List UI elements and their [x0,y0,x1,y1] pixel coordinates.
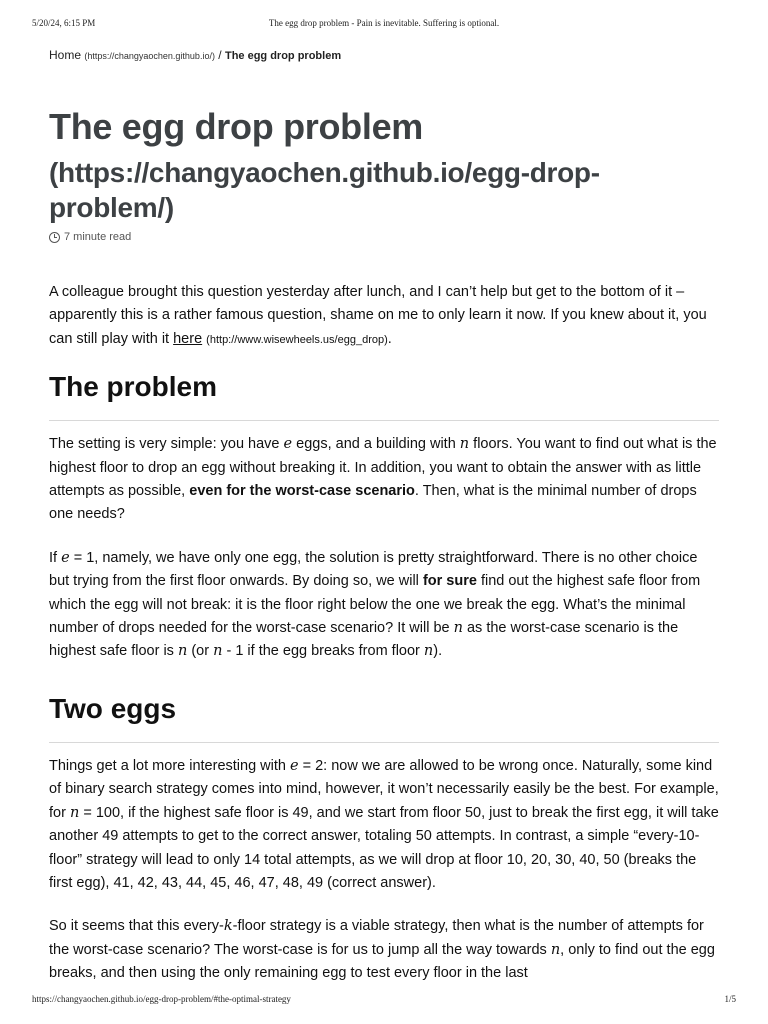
text: floors. You want to find out what is the highest floor to drop an egg without breaking it. In addition, you want to obtain the answer with as little attempts as possible, [49,436,717,500]
section-divider [49,420,719,421]
bold-text: even for the worst-case scenario [189,483,415,500]
text: -floor strategy is a viable strategy, then what is the number of attempts for the worst-case scenario? The worst-case is for us to jump all the way towards [49,918,704,958]
text: = 100, if the highest safe floor is 49, and we start from floor 50, just to break the first egg, it will take another 49 attempts to get to the correct answer, totaling 50 attempts. In contrast, a simple “every-10-floor” strategy will lead to only 14 total attempts, as we will drop at floor 10, 20, 30, 40, 50 (breaks the first egg), 41, 42, 43, 44, 45, 46, 47, 48, 49 (correct answer). [49,804,719,891]
page-title-text: The egg drop problem [49,106,424,147]
bold-text: for sure [422,573,477,590]
text: = 2: now we are allowed to be wrong once. Naturally, some kind of binary search strategy comes into mind, however, it won’t necessarily easily be the best. For example, for [49,757,719,821]
read-time [49,229,719,245]
read-time-label: 7 minute read [64,231,132,243]
math-var-e: e [61,549,70,566]
here-link-url: (http://www.wisewheels.us/egg_drop) [206,333,388,346]
breadcrumb-separator: / [218,48,222,62]
math-var-k: k [223,918,233,935]
here-link[interactable]: here [173,330,203,347]
breadcrumb [49,46,719,65]
heading-two-eggs: Two eggs [49,692,177,724]
text: (or [187,643,214,660]
two-eggs-paragraph-1 [49,755,719,895]
text: find out the highest safe floor from which the egg will not break: it is the floor right below the one we break the egg. What’s the minimal number of drops needed for the worst-case scenario? It will be [49,573,701,637]
two-eggs-paragraph-2 [49,915,719,985]
text: = 1, namely, we have only one egg, the solution is pretty straightforward. There is no other choice but trying from the first floor onwards. By doing so, we will [49,549,698,590]
clock-icon [49,232,60,243]
text: as the worst-case scenario is the highest safe floor is [49,620,679,660]
breadcrumb-home-link[interactable]: Home [49,48,82,62]
math-var-n: n [459,436,470,453]
text: . Then, what is the minimal number of drops one needs? [49,483,697,523]
text: If [49,549,62,566]
print-page-title: The egg drop problem - Pain is inevitable. Suffering is optional. [268,18,500,28]
intro-tail: . [387,330,392,347]
intro-paragraph [49,281,719,352]
text: eggs, and a building with [292,436,460,453]
text: , only to find out the egg breaks, and then using the only remaining egg to test every floor in the last [49,941,715,982]
intro-text: A colleague brought this question yesterday after lunch, and I can’t help but get to the bottom of it – apparently this is a rather famous question, shame on me to only learn it now. If you knew about it, you can still play with it [49,284,707,347]
text: The setting is very simple: you have [49,436,284,453]
print-page-number: 1/5 [724,994,736,1004]
article-content [49,46,719,986]
breadcrumb-home-url: (https://changyaochen.github.io/) [84,51,215,61]
problem-paragraph-2 [49,547,719,664]
text: So it seems that this every- [49,918,224,935]
print-footer-url: https://changyaochen.github.io/egg-drop-problem/#the-optimal-strategy [32,994,291,1004]
math-var-e: e [289,757,299,774]
page-title-url[interactable]: (https://changyaochen.github.io/egg-drop-problem/) [49,157,600,223]
math-var-n: n [213,643,223,660]
math-var-n: n [550,941,561,958]
text: Things get a lot more interesting with [49,757,290,774]
math-var-n: n [453,620,463,637]
math-var-n: n [69,804,80,821]
text: - 1 if the egg breaks from floor [222,643,424,660]
heading-the-problem: The problem [49,371,218,403]
problem-paragraph-1 [49,433,719,527]
math-var-e: e [283,436,293,453]
page-title [49,107,719,225]
text: ). [433,643,443,660]
section-divider [49,742,719,743]
print-datetime: 5/20/24, 6:15 PM [32,18,96,28]
breadcrumb-current: The egg drop problem [224,50,342,62]
math-var-n: n [177,643,188,660]
math-var-n: n [423,643,434,660]
